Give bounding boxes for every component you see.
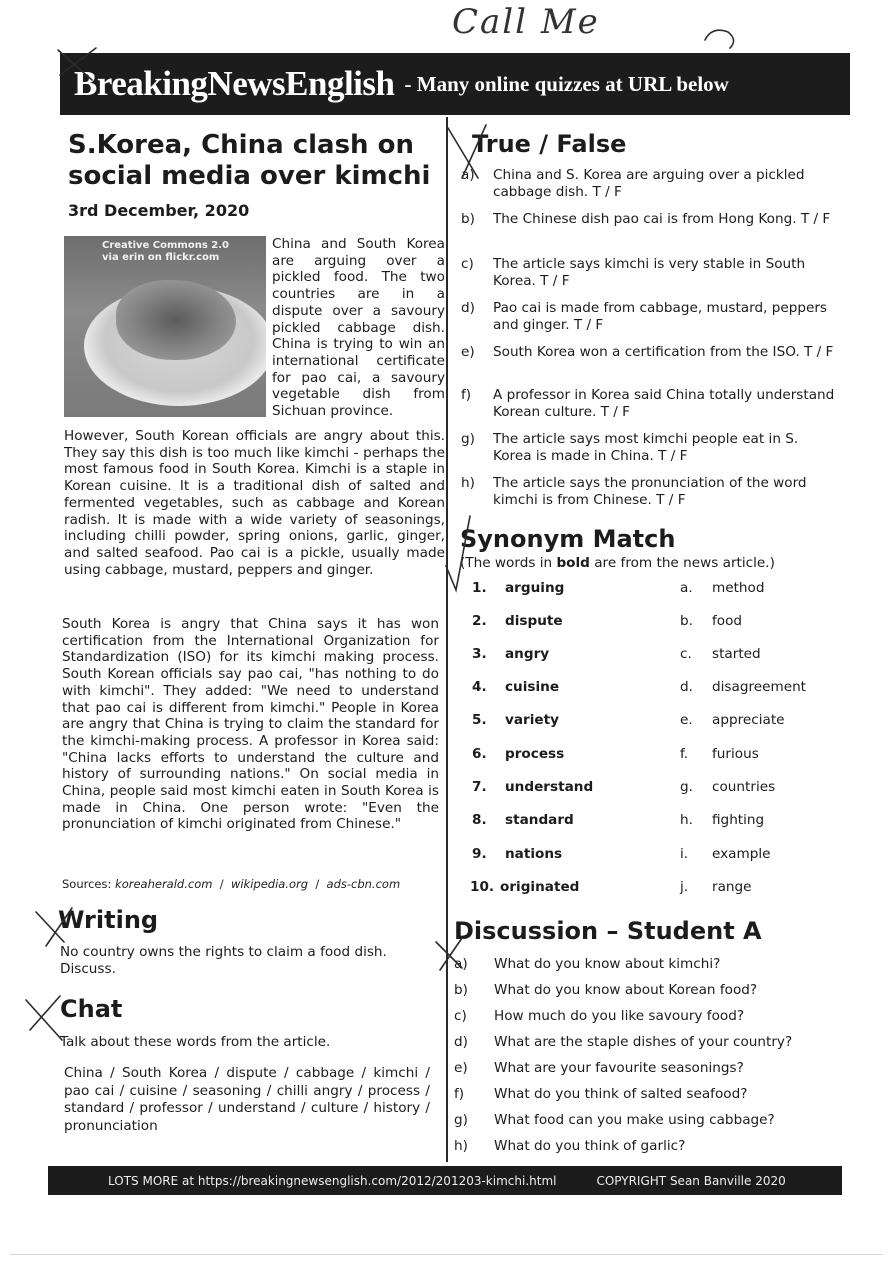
scan-edge-line bbox=[10, 1254, 883, 1255]
row-number: 3. bbox=[472, 646, 487, 662]
chat-word-list: China / South Korea / dispute / cabbage / kimchi / pao cai / cuisine / seasoning / chilli angry / process / standard / professor / understand / culture / history / pronunciation bbox=[64, 1065, 430, 1134]
item-letter: g) bbox=[454, 1112, 468, 1128]
row-number: 2. bbox=[472, 613, 487, 629]
match-letter: f. bbox=[680, 746, 689, 762]
match-letter: b. bbox=[680, 613, 693, 629]
source-3: ads-cbn.com bbox=[326, 877, 401, 891]
match-word: food bbox=[712, 613, 743, 629]
chat-heading: Chat bbox=[60, 995, 123, 1023]
source-separator: / bbox=[315, 877, 320, 891]
item-text: South Korea won a certification from the ISO. T / F bbox=[493, 344, 834, 360]
item-text: What do you think of salted seafood? bbox=[494, 1086, 748, 1102]
row-word: dispute bbox=[505, 613, 563, 629]
source-separator: / bbox=[219, 877, 224, 891]
item-letter: d) bbox=[461, 300, 475, 316]
row-number: 7. bbox=[472, 779, 487, 795]
item-text: The article says kimchi is very stable in South Korea. T / F bbox=[493, 256, 806, 289]
article-paragraph1: However, South Korean officials are angry about this. They say this dish is too much like kimchi - perhaps the most famous food in South Korea. Kimchi is a staple in Korean cuisine. It is a traditional dish of salted and fermented vegetables, such as cabbage and Korean radish. It is made with a wide variety of seasonings, including chilli powder, spring onions, garlic, ginger, and salted seafood. Pao cai is a pickle, usually made using cabbage, mustard, peppers and ginger. bbox=[64, 428, 445, 578]
match-letter: i. bbox=[680, 846, 689, 862]
item-letter: b) bbox=[454, 982, 468, 998]
arc-mark-top-right bbox=[705, 30, 734, 48]
row-word: arguing bbox=[505, 580, 565, 596]
item-letter: f) bbox=[454, 1086, 465, 1102]
item-text: A professor in Korea said China totally understand Korean culture. T / F bbox=[493, 387, 835, 420]
item-letter: e) bbox=[454, 1060, 468, 1076]
row-word: process bbox=[505, 746, 565, 762]
match-letter: j. bbox=[680, 879, 689, 895]
row-word: nations bbox=[505, 846, 563, 862]
item-text: What are your favourite seasonings? bbox=[494, 1060, 744, 1076]
item-text: Pao cai is made from cabbage, mustard, peppers and ginger. T / F bbox=[493, 300, 828, 333]
match-word: furious bbox=[712, 746, 759, 762]
header-tagline: - Many online quizzes at URL below bbox=[404, 71, 729, 96]
item-letter: h) bbox=[461, 475, 475, 491]
article-paragraph1-wrap: China and South Korea are arguing over a pickled food. The two countries are in a dispute over a savoury pickled cabbage dish. China is trying to win an international certificate for pao cai, a savoury vegetable dish from Sichuan province. bbox=[272, 236, 445, 420]
item-text: What are the staple dishes of your country? bbox=[494, 1034, 793, 1050]
photo-caption bbox=[102, 240, 229, 264]
item-text: China and S. Korea are arguing over a pickled cabbage dish. T / F bbox=[493, 167, 805, 200]
match-word: appreciate bbox=[712, 712, 785, 728]
brand-name: BreakingNewsEnglish bbox=[74, 64, 395, 103]
writing-prompt: No country owns the rights to claim a food dish. Discuss. bbox=[60, 944, 387, 977]
match-letter: a. bbox=[680, 580, 693, 596]
item-letter: h) bbox=[454, 1138, 468, 1154]
item-letter: a) bbox=[461, 167, 475, 183]
row-word: variety bbox=[505, 712, 559, 728]
subtitle-post: are from the news article.) bbox=[589, 555, 775, 571]
match-word: started bbox=[712, 646, 761, 662]
kimchi-photo bbox=[64, 236, 266, 417]
item-letter: f) bbox=[461, 387, 472, 403]
article-title: S.Korea, China clash on social media over kimchi bbox=[68, 130, 431, 191]
row-word: angry bbox=[505, 646, 550, 662]
sources-label: Sources: bbox=[62, 877, 112, 891]
match-word: range bbox=[712, 879, 752, 895]
row-number: 5. bbox=[472, 712, 487, 728]
match-word: countries bbox=[712, 779, 776, 795]
item-text: What do you know about Korean food? bbox=[494, 982, 758, 998]
match-word: fighting bbox=[712, 812, 765, 828]
item-text: What food can you make using cabbage? bbox=[494, 1112, 775, 1128]
source-2: wikipedia.org bbox=[230, 877, 309, 891]
item-letter: b) bbox=[461, 211, 475, 227]
article-paragraph2: South Korea is angry that China says it has won certification from the International Organization for Standardization (ISO) for its kimchi making process. South Korean officials say pao cai, "has nothing to do with kimchi". They added: "We need to understand that pao cai is different from kimchi." People in Korea are angry that China is trying to claim the standard for the kimchi-making process. A professor in Korea said: "China lacks efforts to understand the culture and history of surrounding nations." On social media in China, people said most kimchi eaten in South Korea is made in China. One person wrote: "Even the pronunciation of kimchi originated from Chinese." bbox=[62, 616, 439, 833]
item-letter: c) bbox=[454, 1008, 467, 1024]
photo-caption-line2: via erin on flickr.com bbox=[102, 252, 220, 263]
source-1: koreaherald.com bbox=[115, 877, 213, 891]
item-text: The article says the pronunciation of the word kimchi is from Chinese. T / F bbox=[493, 475, 807, 508]
synonym-match-heading: Synonym Match bbox=[460, 525, 676, 553]
row-number: 8. bbox=[472, 812, 487, 828]
row-number: 9. bbox=[472, 846, 487, 862]
row-number: 1. bbox=[472, 580, 487, 596]
column-divider bbox=[446, 117, 448, 1162]
photo-caption-line1: Creative Commons 2.0 bbox=[102, 240, 229, 251]
header-bar bbox=[60, 53, 850, 115]
footer-url: LOTS MORE at https://breakingnewsenglish.com/2012/201203-kimchi.html bbox=[108, 1173, 557, 1188]
subtitle-bold: bold bbox=[556, 555, 590, 571]
chat-intro: Talk about these words from the article. bbox=[60, 1034, 331, 1050]
synonym-match-subtitle bbox=[460, 555, 775, 571]
item-letter: e) bbox=[461, 344, 475, 360]
item-text: What do you know about kimchi? bbox=[494, 956, 721, 972]
match-word: method bbox=[712, 580, 765, 596]
match-letter: d. bbox=[680, 679, 693, 695]
true-false-heading: True / False bbox=[472, 130, 627, 158]
item-letter: g) bbox=[461, 431, 475, 447]
row-word: understand bbox=[505, 779, 594, 795]
match-letter: e. bbox=[680, 712, 693, 728]
row-number: 6. bbox=[472, 746, 487, 762]
subtitle-pre: (The words in bbox=[460, 555, 557, 571]
row-number: 10. bbox=[470, 879, 495, 895]
row-word: cuisine bbox=[505, 679, 560, 695]
row-word: originated bbox=[500, 879, 580, 895]
cross-mark-chat bbox=[26, 996, 62, 1040]
writing-heading: Writing bbox=[58, 906, 159, 934]
match-word: disagreement bbox=[712, 679, 807, 695]
sources-line bbox=[62, 877, 400, 891]
item-text: How much do you like savoury food? bbox=[494, 1008, 745, 1024]
item-text: The Chinese dish pao cai is from Hong Kong. T / F bbox=[493, 211, 831, 227]
synonym-table bbox=[472, 580, 832, 910]
row-number: 4. bbox=[472, 679, 487, 695]
item-letter: c) bbox=[461, 256, 474, 272]
match-word: example bbox=[712, 846, 771, 862]
footer-copyright: COPYRIGHT Sean Banville 2020 bbox=[596, 1173, 786, 1188]
item-letter: a) bbox=[454, 956, 468, 972]
match-letter: g. bbox=[680, 779, 693, 795]
row-word: standard bbox=[505, 812, 574, 828]
match-letter: h. bbox=[680, 812, 693, 828]
kimchi-shape bbox=[116, 280, 236, 360]
item-text: What do you think of garlic? bbox=[494, 1138, 686, 1154]
match-letter: c. bbox=[680, 646, 692, 662]
footer-bar bbox=[48, 1166, 842, 1195]
handwritten-note: Call Me bbox=[452, 2, 600, 42]
discussion-heading: Discussion – Student A bbox=[454, 917, 762, 945]
item-letter: d) bbox=[454, 1034, 468, 1050]
item-text: The article says most kimchi people eat in S. Korea is made in China. T / F bbox=[493, 431, 799, 464]
article-date: 3rd December, 2020 bbox=[68, 201, 250, 220]
